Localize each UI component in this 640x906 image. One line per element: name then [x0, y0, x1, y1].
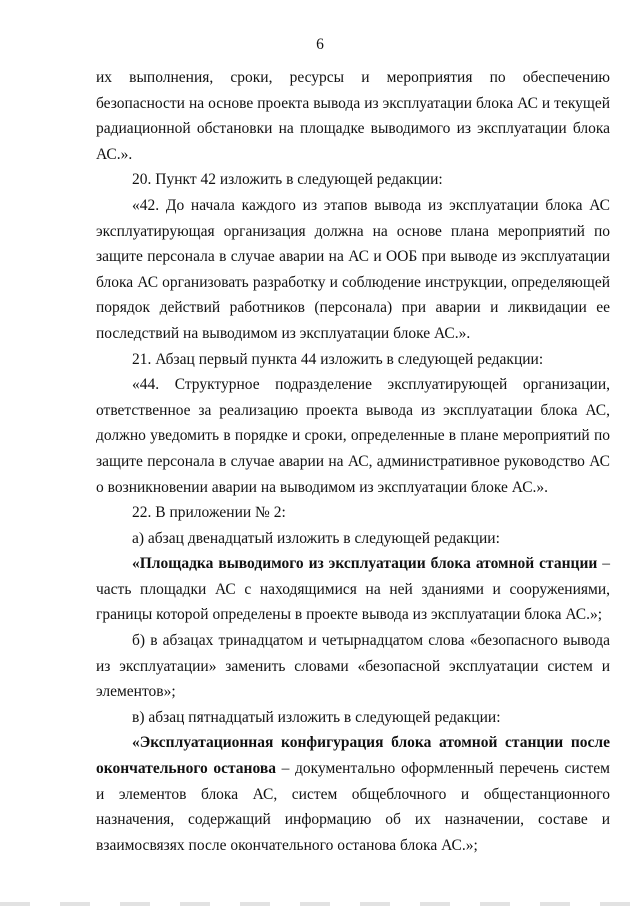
paragraph-text: их выполнения, сроки, ресурсы и мероприятия по обеспечению безопасности на основе проекта вывода из эксплуатации блока АС и текущей радиационной обстановки на площадке выводимого из эксплуатации блока АС.».	[96, 69, 610, 163]
paragraph-subitem-a	[96, 526, 610, 552]
defined-term: «Эксплуатационная конфигурация блока атомной станции после окончательного останова	[96, 734, 610, 778]
page-number: 6	[316, 36, 324, 53]
paragraph-definition-configuration	[96, 730, 610, 858]
paragraph-item-20	[96, 167, 610, 193]
paragraph-subitem-b	[96, 628, 610, 705]
paragraph-text: 20. Пункт 42 изложить в следующей редакции:	[132, 171, 443, 189]
paragraph-text: б) в абзацах тринадцатом и четырнадцатом слова «безопасного вывода из эксплуатации» заменить словами «безопасной эксплуатации систем и элементов»;	[96, 632, 610, 701]
document-body	[96, 65, 610, 858]
paragraph-text: – часть площадки АС с находящимися на ней зданиями и сооружениями, границы которой определены в проекте вывода из эксплуатации блока АС.»;	[96, 555, 611, 624]
paragraph-text: 22. В приложении № 2:	[132, 504, 286, 522]
paragraph-text: в) абзац пятнадцатый изложить в следующей редакции:	[132, 708, 501, 726]
paragraph-subitem-v	[96, 705, 610, 731]
paragraph-definition-site	[96, 551, 610, 628]
paragraph-text: «42. До начала каждого из этапов вывода из эксплуатации блока АС эксплуатирующая организация должна на основе плана мероприятий по защите персонала в случае аварии на АС и ООБ при выводе из эксплуатации блока АС организовать разработку и соблюдение инструкции, определяющей порядок действий работников (персонала) при аварии и ликвидации ее последствий на выводимом из эксплуатации блоке АС.».	[96, 196, 610, 342]
paragraph-item-22	[96, 500, 610, 526]
paragraph-continuation	[96, 65, 610, 167]
paragraph-text: а) абзац двенадцатый изложить в следующей редакции:	[132, 529, 500, 547]
defined-term: «Площадка выводимого из эксплуатации блока атомной станции	[132, 555, 598, 573]
paragraph-quote-42	[96, 193, 610, 347]
paragraph-item-21	[96, 347, 610, 373]
paragraph-text: «44. Структурное подразделение эксплуатирующей организации, ответственное за реализацию проекта вывода из эксплуатации блока АС, должно уведомить в порядке и сроки, определенные в плане мероприятий по защите персонала в случае аварии на АС, административное руководство АС о возникновении аварии на выводимом из эксплуатации блоке АС.».	[96, 376, 610, 496]
scan-edge-artifact	[0, 902, 640, 906]
paragraph-quote-44	[96, 372, 610, 500]
paragraph-text: – документально оформленный перечень систем и элементов блока АС, систем общеблочного и общестанционного назначения, содержащий информацию об их назначении, составе и взаимосвязях после окончательного останова блока АС.»;	[96, 760, 610, 854]
paragraph-text: 21. Абзац первый пункта 44 изложить в следующей редакции:	[132, 350, 544, 368]
